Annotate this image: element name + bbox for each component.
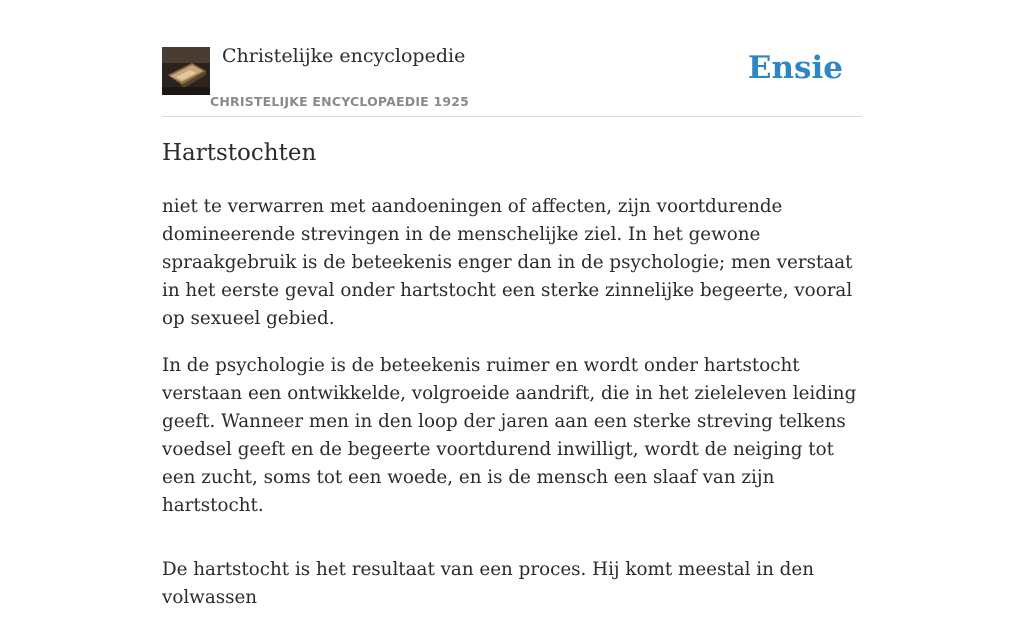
article-paragraph: De hartstocht is het resultaat van een proces. Hij komt meestal in den volwassen	[162, 559, 814, 608]
avatar[interactable]	[162, 47, 210, 95]
article-paragraph: niet te verwarren met aandoeningen of affecten, zijn voortdurende domineerende strevingen in de menschelijke ziel. In het gewone spraakgebruik is de beteekenis enger dan in de psychologie; men verstaat in het eerste geval onder hartstocht een sterke zinnelijke begeerte, vooral op sexueel gebied.	[162, 196, 853, 329]
book-image-icon	[162, 47, 210, 95]
article-body	[162, 193, 862, 631]
brand-logo[interactable]: Ensie	[747, 50, 843, 86]
site-name[interactable]: Christelijke encyclopedie	[222, 45, 466, 67]
page	[162, 0, 862, 608]
article-paragraph: In de psychologie is de beteekenis ruimer en wordt onder hartstocht verstaan een ontwikkelde, volgroeide aandrift, die in het zieleleven leiding geeft. Wanneer men in den loop der jaren aan een sterke streving telkens voedsel geeft en de begeerte voortdurend inwilligt, wordt de neiging tot een zucht, soms tot een woede, en is de mensch een slaaf van zijn hartstocht.	[162, 355, 857, 516]
header	[162, 0, 862, 117]
site-subtitle[interactable]: CHRISTELIJKE ENCYCLOPAEDIE 1925	[210, 94, 470, 109]
article-title: Hartstochten	[162, 140, 317, 166]
